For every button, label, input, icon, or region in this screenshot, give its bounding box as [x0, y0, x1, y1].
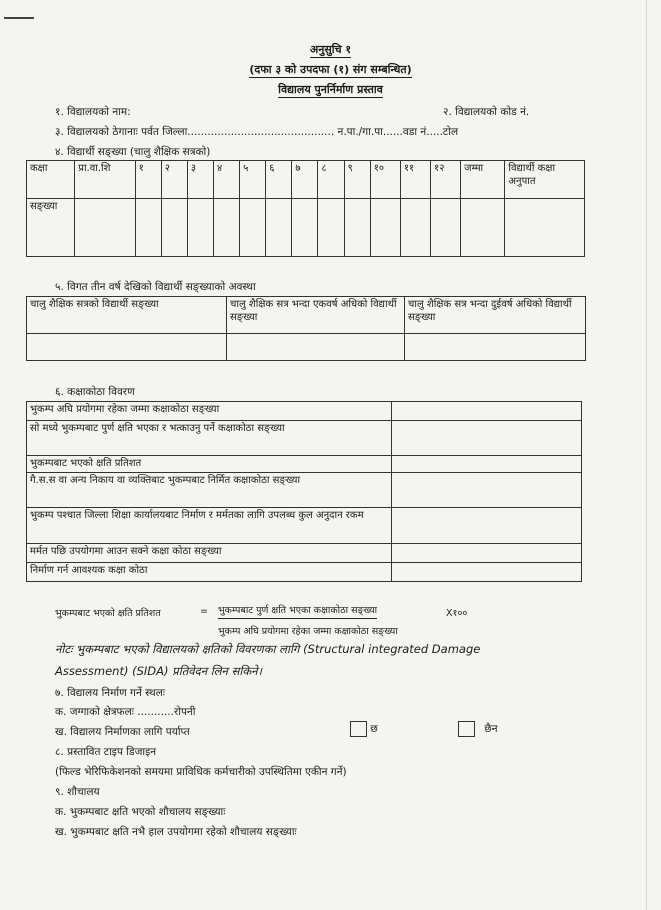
section7-label: ७. विद्यालय निर्माण गर्ने स्थलः	[55, 687, 165, 699]
empty-cell[interactable]	[161, 199, 187, 257]
empty-cell[interactable]	[266, 199, 292, 257]
table-row	[27, 199, 585, 257]
table-header-cell: ३	[187, 161, 213, 199]
table-header-cell: विद्यार्थी कक्षा अनुपात	[505, 161, 585, 199]
note-line-2: Assessment) (SIDA) प्रतिवेदन लिन सकिने।	[55, 664, 262, 678]
yes-checkbox[interactable]	[350, 721, 367, 737]
note-line-1: नोटः भुकम्पबाट भएको विद्यालयको क्षतिको विवरणका लागि (Structural integrated Damage	[55, 642, 481, 656]
school-name-field: १. विद्यालयको नाम:	[55, 106, 131, 118]
empty-cell[interactable]	[400, 199, 430, 257]
table-row	[27, 456, 582, 473]
table-header-cell: १०	[370, 161, 400, 199]
empty-cell[interactable]	[318, 199, 344, 257]
empty-cell[interactable]	[75, 199, 135, 257]
damaged-toilets-field: क. भुकम्पबाट क्षति भएको शौचालय सङ्ख्याः	[55, 806, 226, 818]
margin-mark	[4, 17, 34, 19]
empty-cell[interactable]	[370, 199, 400, 257]
empty-cell[interactable]	[392, 544, 582, 563]
enrollment-history-table	[26, 296, 586, 361]
student-count-table	[26, 160, 585, 257]
empty-cell[interactable]	[392, 421, 582, 456]
section5-label: ५. विगत तीन वर्ष देखिको विद्यार्थी सङ्ख्याको अवस्था	[55, 281, 256, 293]
no-checkbox[interactable]	[458, 721, 475, 737]
formula-lhs: भुकम्पबाट भएको क्षति प्रतिशत	[55, 608, 161, 619]
section6-label: ६. कक्षाकोठा विवरण	[55, 386, 135, 398]
empty-cell[interactable]	[392, 473, 582, 508]
table-header-cell: जम्मा	[461, 161, 505, 199]
formula-numerator: भुकम्पबाट पुर्ण क्षति भएका कक्षाकोठा सङ्ख्या	[218, 603, 377, 619]
schedule-title: अनुसुचि १	[309, 43, 352, 56]
page-edge	[646, 0, 647, 910]
formula-denominator: भुकम्प अघि प्रयोगमा रहेका जम्मा कक्षाकोठा सङ्ख्या	[218, 626, 398, 637]
schedule-subtitle: (दफा ३ को उपदफा (१) संग सम्बन्धित)	[249, 63, 412, 76]
row-label: भुकम्पबाट भएको क्षति प्रतिशत	[27, 456, 392, 473]
table-header-row	[27, 161, 585, 199]
empty-cell[interactable]	[27, 334, 227, 361]
school-code-field: २. विद्यालयको कोड नं.	[443, 106, 530, 118]
empty-cell[interactable]	[392, 508, 582, 544]
table-row	[27, 402, 582, 421]
row-label: सङ्ख्या	[27, 199, 75, 257]
table-row	[27, 508, 582, 544]
formula-equals: =	[200, 606, 208, 617]
table-header-cell: ४	[213, 161, 239, 199]
row-label: भुकम्प अघि प्रयोगमा रहेका जम्मा कक्षाकोठा सङ्ख्या	[27, 402, 392, 421]
form-heading: विद्यालय पुनर्निर्माण प्रस्ताव	[278, 83, 383, 96]
table-header-cell: ६	[266, 161, 292, 199]
table-header-cell: चालु शैक्षिक सत्रको विद्यार्थी सङ्ख्या	[27, 297, 227, 334]
empty-cell[interactable]	[431, 199, 461, 257]
empty-cell[interactable]	[187, 199, 213, 257]
row-label: मर्मत पछि उपयोगमा आउन सक्ने कक्षा कोठा सङ्ख्या	[27, 544, 392, 563]
table-header-cell: १	[135, 161, 161, 199]
empty-cell[interactable]	[135, 199, 161, 257]
site-sufficient-label: ख. विद्यालय निर्माणका लागि पर्याप्त	[55, 726, 190, 738]
formula-multiplier: X१००	[446, 608, 468, 619]
yes-option[interactable]	[350, 721, 378, 737]
row-label: सो मध्ये भुकम्पबाट पुर्ण क्षति भएका र भत्काउनु पर्ने कक्षाकोठा सङ्ख्या	[27, 421, 392, 456]
table-header-cell: ११	[400, 161, 430, 199]
empty-cell[interactable]	[505, 199, 585, 257]
empty-cell[interactable]	[292, 199, 318, 257]
yes-label: छ	[370, 723, 378, 735]
table-header-cell: कक्षा	[27, 161, 75, 199]
empty-cell[interactable]	[392, 563, 582, 582]
empty-cell[interactable]	[405, 334, 586, 361]
table-row	[27, 473, 582, 508]
row-label: निर्माण गर्न आवश्यक कक्षा कोठा	[27, 563, 392, 582]
table-header-cell: चालु शैक्षिक सत्र भन्दा एकवर्ष अधिको विद्यार्थी सङ्ख्या	[227, 297, 405, 334]
empty-cell[interactable]	[213, 199, 239, 257]
table-header-row	[27, 297, 586, 334]
empty-cell[interactable]	[240, 199, 266, 257]
table-header-cell: १२	[431, 161, 461, 199]
table-row	[27, 563, 582, 582]
student-count-label: ४. विद्यार्थी सङ्ख्या (चालु शैक्षिक सत्रको)	[55, 146, 211, 158]
row-label: गै.स.स वा अन्य निकाय वा व्यक्तिबाट भुकम्पबाट निर्मित कक्षाकोठा सङ्ख्या	[27, 473, 392, 508]
empty-cell[interactable]	[392, 456, 582, 473]
table-header-cell: चालु शैक्षिक सत्र भन्दा दुईवर्ष अधिको विद्यार्थी सङ्ख्या	[405, 297, 586, 334]
no-label: छैन	[484, 723, 498, 735]
usable-toilets-field: ख. भुकम्पबाट क्षति नभै हाल उपयोगमा रहेको शौचालय सङ्ख्याः	[55, 826, 297, 838]
table-header-cell: २	[161, 161, 187, 199]
empty-cell[interactable]	[461, 199, 505, 257]
table-header-cell: ७	[292, 161, 318, 199]
row-label: भुकम्प पश्चात जिल्ला शिक्षा कार्यालयबाट निर्माण र मर्मतका लागि उपलब्ध कुल अनुदान रकम	[27, 508, 392, 544]
classroom-table	[26, 401, 582, 582]
empty-cell[interactable]	[344, 199, 370, 257]
no-option[interactable]	[458, 721, 498, 737]
table-header-cell: ८	[318, 161, 344, 199]
table-header-cell: ९	[344, 161, 370, 199]
section8-label: ८. प्रस्तावित टाइप डिजाइन	[55, 746, 157, 758]
empty-cell[interactable]	[392, 402, 582, 421]
section8-description: (फिल्ड भेरिफिकेशनको समयमा प्राविधिक कर्मचारीको उपस्थितिमा एकीन गर्ने)	[55, 766, 347, 778]
school-address-field: ३. विद्यालयको ठेगानाः पर्वत जिल्ला............................................ न.पा./गा.पा......वडा नं.....टोल	[55, 126, 459, 138]
table-header-cell: ५	[240, 161, 266, 199]
empty-cell[interactable]	[227, 334, 405, 361]
table-row	[27, 334, 586, 361]
table-row	[27, 421, 582, 456]
table-row	[27, 544, 582, 563]
section9-label: ९. शौचालय	[55, 786, 100, 798]
land-area-field: क. जग्गाको क्षेत्रफलः ...........रोपनी	[55, 706, 196, 718]
table-header-cell: प्रा.वा.शि	[75, 161, 135, 199]
